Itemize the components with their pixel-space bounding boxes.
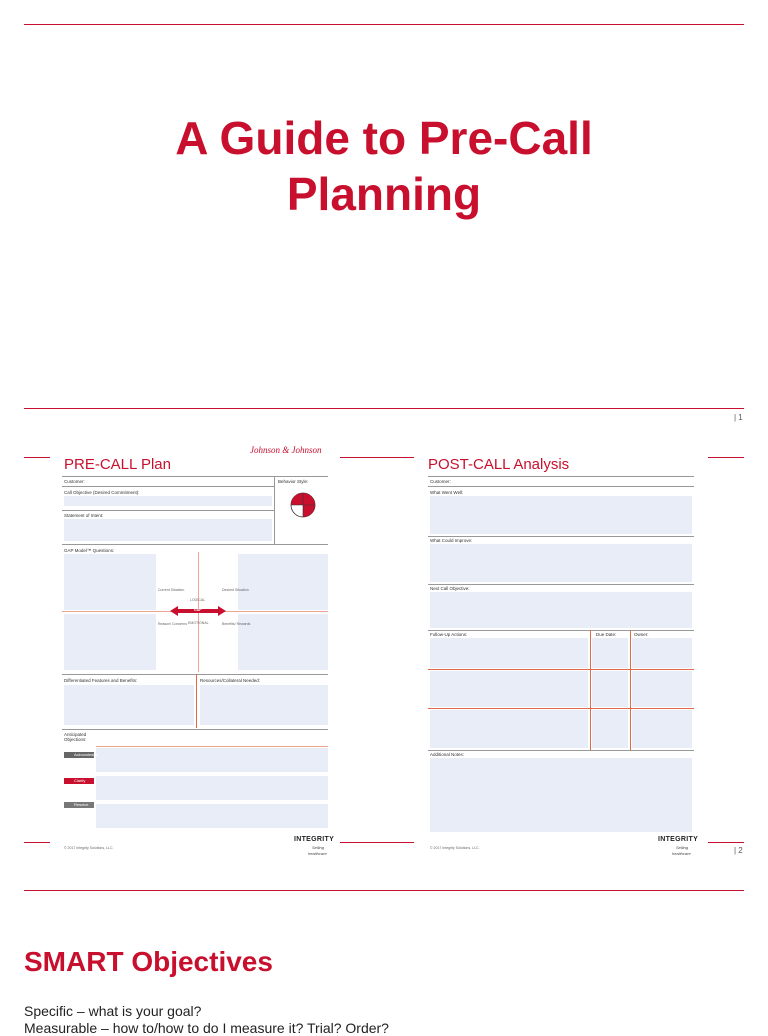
anticipated-objections-label: Anticipated Objections:	[64, 732, 87, 742]
followup-action-2[interactable]	[430, 671, 588, 707]
followup-divider-2	[630, 630, 631, 750]
gap-label: GAP	[194, 608, 202, 612]
integrity-selling-logo: INTEGRITY	[294, 836, 335, 843]
slide1-bottom-rule	[24, 408, 744, 409]
gap-questions-label: GAP Model™ Questions:	[64, 548, 115, 553]
reason-concerns-label: Reason/ Concerns	[158, 622, 187, 626]
behavior-style-quadrant-icon	[286, 488, 320, 522]
owner-label: Owner:	[634, 632, 649, 637]
johnson-johnson-logo: Johnson & Johnson	[250, 445, 322, 455]
objection-field-1[interactable]	[96, 748, 328, 772]
followup-divider-1	[590, 630, 591, 750]
additional-notes-field[interactable]	[430, 758, 692, 832]
behavior-divider	[274, 476, 275, 544]
gap-current-box[interactable]	[64, 554, 156, 610]
objections-dashed	[96, 746, 328, 747]
due-date-label: Due Date:	[596, 632, 617, 637]
smart-measurable-line: Measurable – how to/how to do I measure it? Trial? Order?	[24, 1020, 389, 1036]
slide2-right-accent-bottom	[708, 842, 744, 843]
followup-action-1[interactable]	[430, 638, 588, 668]
call-objective-label: Call Objective (Desired Commitment):	[64, 490, 140, 495]
followup-due-2[interactable]	[592, 671, 628, 707]
postcall-customer-label: Customer:	[430, 479, 451, 484]
resources-needed-field[interactable]	[200, 685, 328, 725]
clarify-badge: Clarify	[64, 778, 94, 784]
postcall-rule-1	[428, 486, 694, 487]
benefits-rewards-label: Benefits/ Rewards	[222, 622, 251, 626]
current-situation-label: Current Situation	[158, 588, 185, 592]
what-went-well-field[interactable]	[430, 496, 692, 534]
postcall-title: POST-CALL Analysis	[428, 456, 570, 473]
postcall-integrity-sub: Selling	[676, 845, 689, 850]
gap-reason-box[interactable]	[64, 614, 156, 670]
precall-title: PRE-CALL Plan	[64, 456, 171, 473]
postcall-rule-5	[428, 750, 694, 751]
smart-specific-line: Specific – what is your goal?	[24, 1003, 202, 1019]
logical-label: LOGICAL	[190, 598, 206, 602]
precall-rule-1	[62, 486, 274, 487]
precall-rule-2	[62, 510, 274, 511]
resolve-badge: Resolve	[64, 802, 94, 808]
slide2-right-accent	[708, 457, 744, 458]
precall-rule-4	[62, 674, 328, 675]
slide1-top-rule	[24, 24, 744, 25]
precall-plan-form	[50, 440, 340, 860]
emotional-label: EMOTIONAL	[188, 621, 209, 625]
postcall-integrity-logo: INTEGRITY	[658, 836, 699, 843]
postcall-rule-3	[428, 584, 694, 585]
precall-rule-3	[62, 544, 328, 545]
desired-situation-label: Desired Situation	[222, 588, 249, 592]
smart-objectives-heading: SMART Objectives	[24, 946, 273, 977]
followup-due-1[interactable]	[592, 638, 628, 668]
page-number-1: | 1	[734, 413, 743, 422]
followup-rule-1	[428, 669, 694, 670]
followup-owner-1[interactable]	[632, 638, 692, 668]
followup-owner-2[interactable]	[632, 671, 692, 707]
followup-action-3[interactable]	[430, 710, 588, 748]
gap-desired-box[interactable]	[238, 554, 328, 610]
followup-owner-3[interactable]	[632, 710, 692, 748]
resources-needed-label: Resources/Collateral Needed:	[200, 678, 261, 683]
features-benefits-field[interactable]	[64, 685, 194, 725]
page-title	[84, 110, 684, 222]
next-call-objective-field[interactable]	[430, 592, 692, 628]
postcall-copyright: © 2017 Integrity Solutions, LLC.	[430, 846, 480, 850]
integrity-healthcare-label: healthcare	[308, 851, 327, 856]
call-objective-field[interactable]	[64, 496, 272, 506]
objection-field-3[interactable]	[96, 804, 328, 828]
what-could-improve-field[interactable]	[430, 544, 692, 582]
what-could-improve-label: What Could Improve:	[430, 538, 473, 543]
acknowledge-badge: Acknowledge	[64, 752, 94, 758]
statement-of-intent-label: Statement of Intent:	[64, 513, 104, 518]
what-went-well-label: What Went Well:	[430, 490, 464, 495]
postcall-healthcare-label: healthcare	[672, 851, 691, 856]
slide2-mid-accent-bottom	[340, 842, 414, 843]
behavior-style-label: Behavior Style:	[278, 479, 309, 484]
objection-field-2[interactable]	[96, 776, 328, 800]
title-line-1: A Guide to Pre-Call	[175, 112, 593, 164]
slide2-left-accent	[24, 457, 50, 458]
slide2-left-accent-bottom	[24, 842, 50, 843]
integrity-selling-sub: Selling	[312, 845, 325, 850]
precall-rule-5	[62, 729, 328, 730]
postcall-analysis-form	[414, 440, 708, 860]
next-call-objective-label: Next Call Objective:	[430, 586, 470, 591]
postcall-rule-2	[428, 536, 694, 537]
precall-customer-label: Customer:	[64, 479, 85, 484]
slide2-mid-accent	[340, 457, 414, 458]
followup-due-3[interactable]	[592, 710, 628, 748]
follow-up-actions-label: Follow-Up Actions:	[430, 632, 468, 637]
title-line-2: Planning	[286, 168, 482, 220]
postcall-rule-4	[428, 630, 694, 631]
statement-of-intent-field[interactable]	[64, 519, 272, 541]
page-number-2: | 2	[734, 846, 743, 855]
gap-benefits-box[interactable]	[238, 614, 328, 670]
additional-notes-label: Additional Notes:	[430, 752, 465, 757]
precall-header-rule	[62, 476, 328, 477]
precall-copyright: © 2017 Integrity Solutions, LLC.	[64, 846, 114, 850]
features-benefits-label: Differentiated Features and Benefits:	[64, 678, 138, 683]
followup-rule-2	[428, 708, 694, 709]
postcall-header-rule	[428, 476, 694, 477]
features-divider	[196, 674, 197, 728]
slide3-top-rule	[24, 890, 744, 891]
